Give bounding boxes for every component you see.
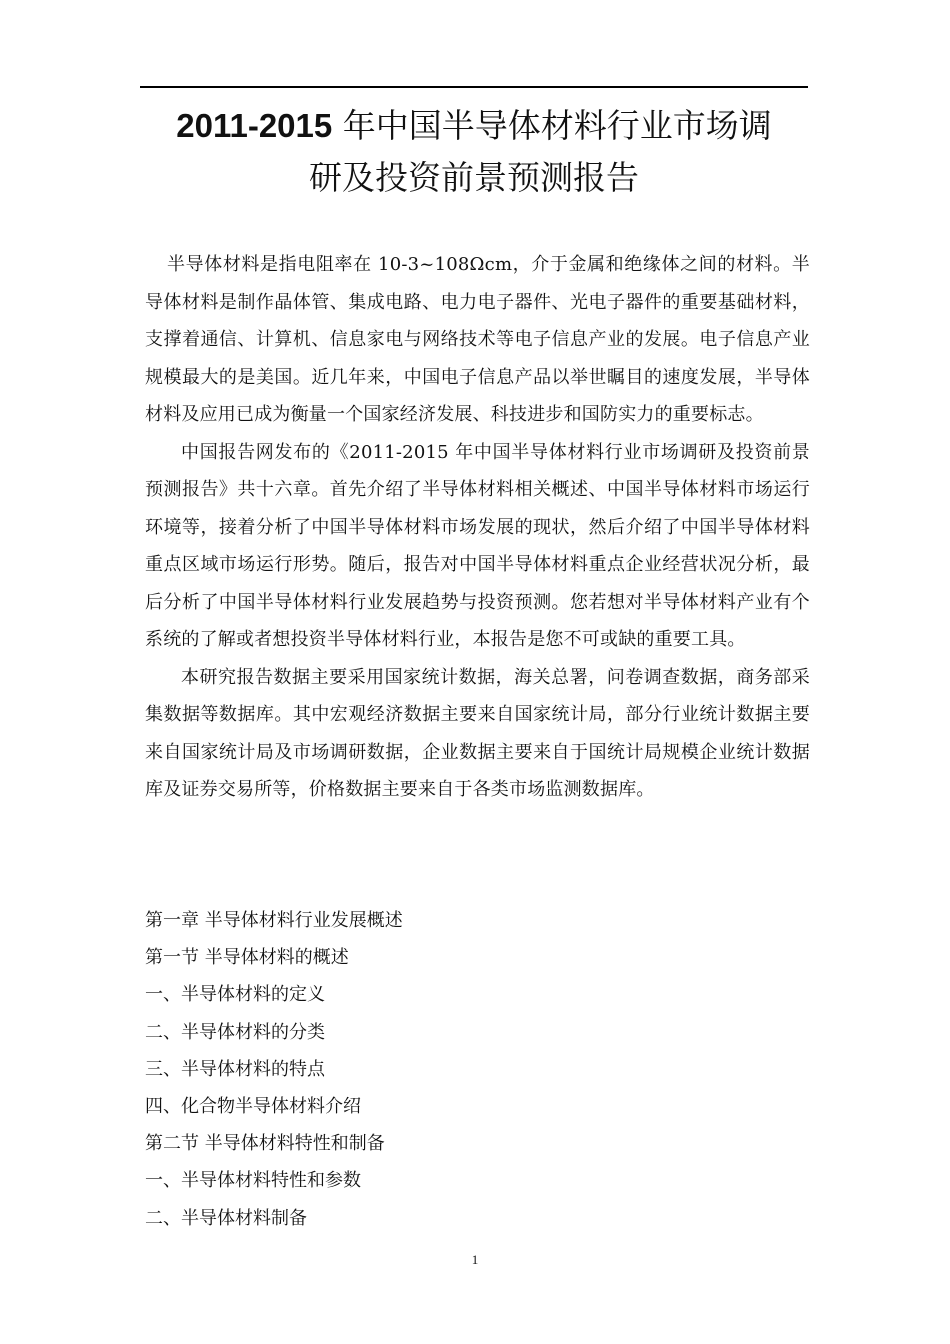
title-year-range: 2011-2015 [176,107,333,144]
table-of-contents [145,902,810,1237]
title-line-1 [140,100,808,152]
toc-item: 一、半导体材料的定义 [145,984,325,1006]
toc-item: 三、半导体材料的特点 [145,1058,325,1080]
intro-body [145,246,810,809]
title-line-1-text: 年中国半导体材料行业市场调 [332,106,772,145]
header-rule [140,86,808,88]
paragraph-3: 本研究报告数据主要采用国家统计数据，海关总署，问卷调查数据，商务部采集数据等数据库。其中宏观经济数据主要来自国家统计局，部分行业统计数据主要来自国家统计局及市场调研数据，企业数据主要来自于国统计局规模企业统计数据库及证券交易所等，价格数据主要来自于各类市场监测数据库。 [145,666,810,800]
paragraph-2: 中国报告网发布的《2011-2015 年中国半导体材料行业市场调研及投资前景预测报告》共十六章。首先介绍了半导体材料相关概述、中国半导体材料市场运行环境等，接着分析了中国半导体材料市场发展的现状，然后介绍了中国半导体材料重点区域市场运行形势。随后，报告对中国半导体材料重点企业经营状况分析，最后分析了中国半导体材料行业发展趋势与投资预测。您若想对半导体材料产业有个系统的了解或者想投资半导体材料行业，本报告是您不可或缺的重要工具。 [145,441,810,650]
toc-item: 第一章 半导体材料行业发展概述 [145,910,403,931]
toc-item: 第一节 半导体材料的概述 [145,947,349,969]
toc-item: 一、半导体材料特性和参数 [145,1170,361,1192]
paragraph-1: 半导体材料是指电阻率在 10-3~108Ωcm，介于金属和绝缘体之间的材料。半导体材料是制作晶体管、集成电路、电力电子器件、光电子器件的重要基础材料，支撑着通信、计算机、信息家电与网络技术等电子信息产业的发展。电子信息产业规模最大的是美国。近几年来，中国电子信息产品以举世瞩目的速度发展，半导体材料及应用已成为衡量一个国家经济发展、科技进步和国防实力的重要标志。 [145,254,810,425]
toc-item: 第二节 半导体材料特性和制备 [145,1133,385,1155]
toc-item: 四、化合物半导体材料介绍 [145,1096,361,1118]
page-number: 1 [471,1252,479,1267]
document-title [140,100,808,204]
toc-item: 二、半导体材料制备 [145,1207,307,1229]
title-line-2: 研及投资前景预测报告 [309,158,639,197]
toc-item: 二、半导体材料的分类 [145,1021,325,1043]
